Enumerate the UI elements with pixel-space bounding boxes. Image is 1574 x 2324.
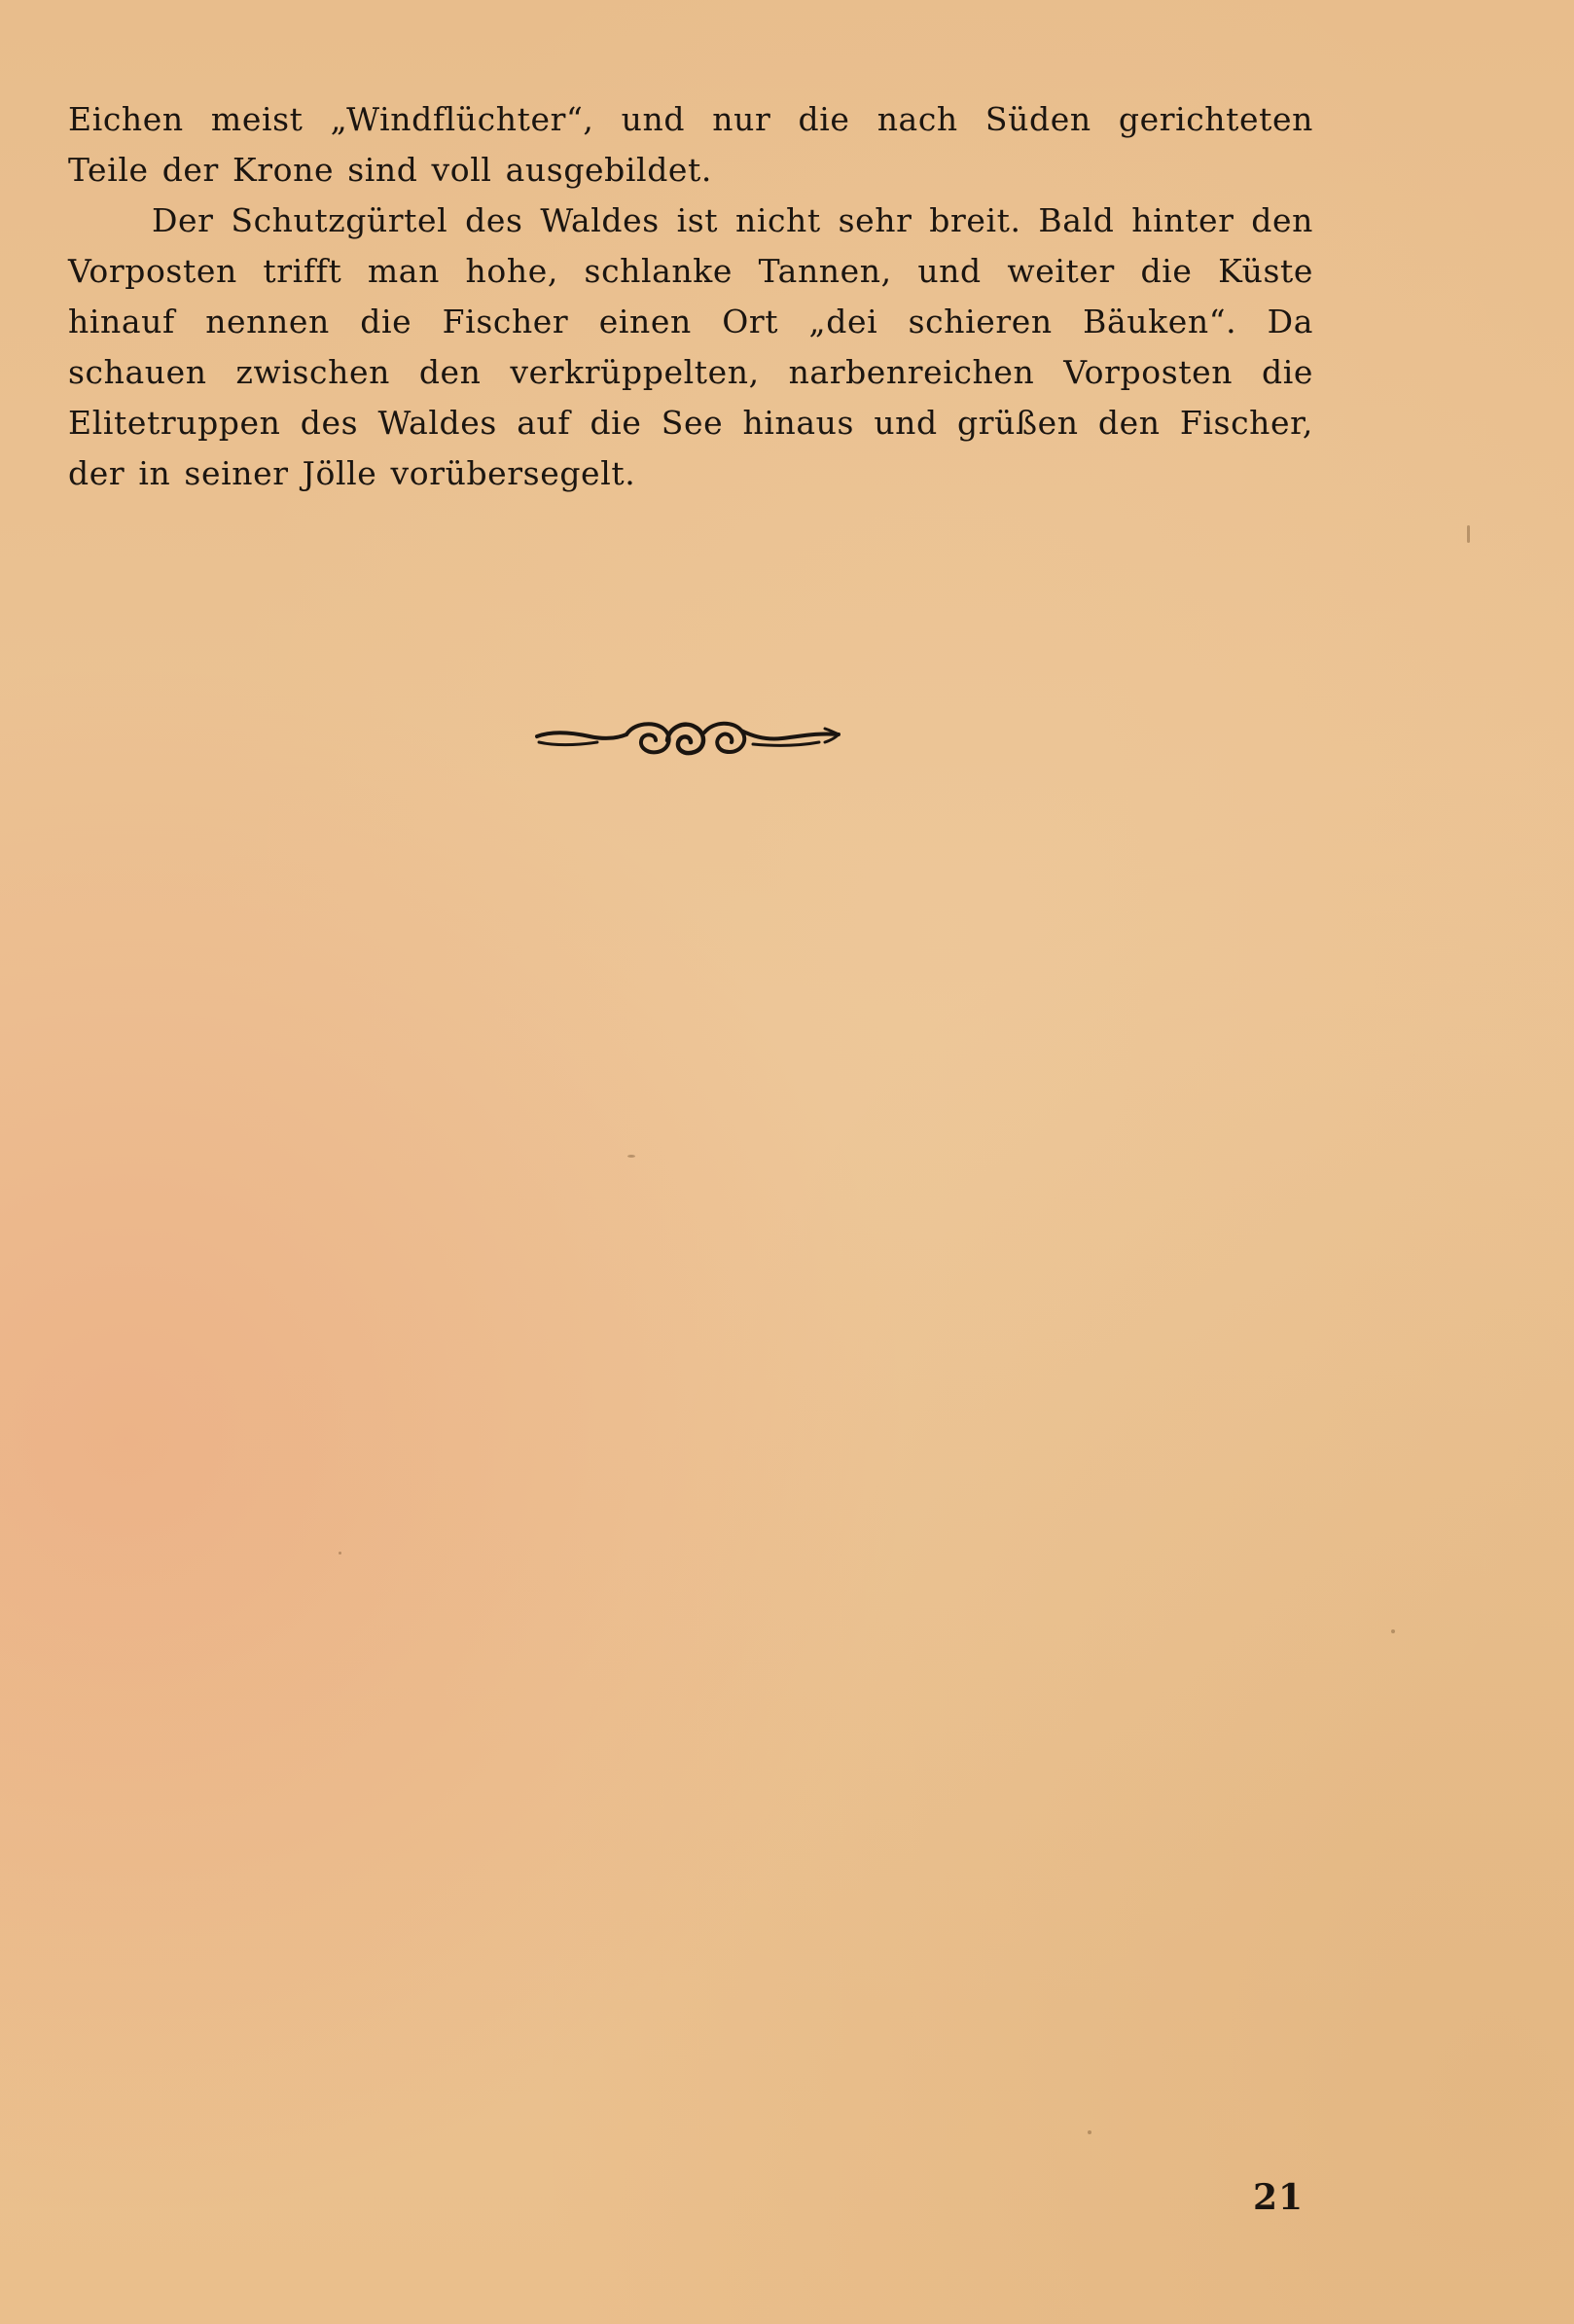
- paper-speck: [1391, 1629, 1395, 1633]
- page-number: 21: [1253, 2177, 1305, 2218]
- paper-speck: [339, 1552, 341, 1555]
- paper-speck: [1088, 2130, 1091, 2134]
- text-line-7: Elitetruppen des Waldes auf die See hinaus und grüßen den Fischer,: [68, 404, 1313, 442]
- text-line-6: schauen zwischen den verkrüppelten, narbenreichen Vorposten die: [68, 353, 1313, 391]
- text-line-3: Der Schutzgürtel des Waldes ist nicht sehr breit. Bald hinter den: [152, 201, 1313, 239]
- scroll-flourish-ornament-icon: [533, 713, 842, 762]
- body-text: [68, 94, 1313, 499]
- paper-speck: [1467, 525, 1470, 543]
- paper-speck: [627, 1155, 635, 1158]
- text-line-4: Vorposten trifft man hohe, schlanke Tannen, und weiter die Küste: [68, 252, 1313, 290]
- text-line-8: der in seiner Jölle vorübersegelt.: [68, 454, 636, 492]
- text-line-5: hinauf nennen die Fischer einen Ort „dei schieren Bäuken“. Da: [68, 303, 1313, 340]
- text-line-2: Teile der Krone sind voll ausgebildet.: [68, 151, 713, 189]
- text-line-1: Eichen meist „Windflüchter“, und nur die nach Süden gerichteten: [68, 100, 1313, 138]
